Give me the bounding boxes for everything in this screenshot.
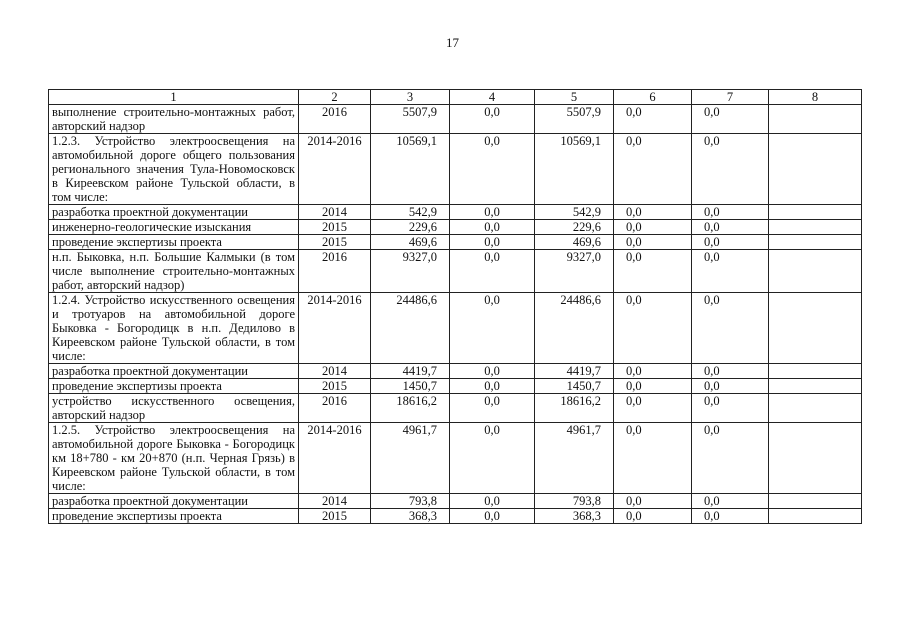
note-cell xyxy=(769,235,862,250)
period-cell: 2014-2016 xyxy=(299,293,371,364)
table-row xyxy=(49,293,862,364)
item-description-cell: разработка проектной документации xyxy=(49,494,299,509)
period-cell: 2014 xyxy=(299,205,371,220)
total-amount-cell: 469,6 xyxy=(371,235,450,250)
table-row xyxy=(49,379,862,394)
column-header: 6 xyxy=(614,90,692,105)
regional-budget-cell: 24486,6 xyxy=(535,293,614,364)
extra-budgetary-cell: 0,0 xyxy=(692,423,769,494)
table-header-row xyxy=(49,90,862,105)
period-cell: 2015 xyxy=(299,235,371,250)
note-cell xyxy=(769,250,862,293)
item-description-cell: н.п. Быковка, н.п. Большие Калмыки (в том числе выполнение строительно-монтажных работ, авторский надзор) xyxy=(49,250,299,293)
federal-budget-cell: 0,0 xyxy=(450,220,535,235)
regional-budget-cell: 18616,2 xyxy=(535,394,614,423)
regional-budget-cell: 542,9 xyxy=(535,205,614,220)
municipal-budget-cell: 0,0 xyxy=(614,205,692,220)
table-row xyxy=(49,105,862,134)
municipal-budget-cell: 0,0 xyxy=(614,394,692,423)
regional-budget-cell: 469,6 xyxy=(535,235,614,250)
total-amount-cell: 24486,6 xyxy=(371,293,450,364)
extra-budgetary-cell: 0,0 xyxy=(692,105,769,134)
item-description-cell: разработка проектной документации xyxy=(49,205,299,220)
column-header: 1 xyxy=(49,90,299,105)
municipal-budget-cell: 0,0 xyxy=(614,250,692,293)
total-amount-cell: 542,9 xyxy=(371,205,450,220)
note-cell xyxy=(769,134,862,205)
federal-budget-cell: 0,0 xyxy=(450,105,535,134)
municipal-budget-cell: 0,0 xyxy=(614,364,692,379)
period-cell: 2014 xyxy=(299,364,371,379)
period-cell: 2015 xyxy=(299,220,371,235)
extra-budgetary-cell: 0,0 xyxy=(692,250,769,293)
federal-budget-cell: 0,0 xyxy=(450,364,535,379)
extra-budgetary-cell: 0,0 xyxy=(692,293,769,364)
column-header: 4 xyxy=(450,90,535,105)
item-description-cell: проведение экспертизы проекта xyxy=(49,379,299,394)
table-row xyxy=(49,509,862,524)
note-cell xyxy=(769,205,862,220)
column-header: 5 xyxy=(535,90,614,105)
period-cell: 2014-2016 xyxy=(299,423,371,494)
total-amount-cell: 18616,2 xyxy=(371,394,450,423)
table-row xyxy=(49,250,862,293)
item-description-cell: выполнение строительно-монтажных работ, авторский надзор xyxy=(49,105,299,134)
federal-budget-cell: 0,0 xyxy=(450,423,535,494)
total-amount-cell: 4419,7 xyxy=(371,364,450,379)
municipal-budget-cell: 0,0 xyxy=(614,423,692,494)
federal-budget-cell: 0,0 xyxy=(450,509,535,524)
federal-budget-cell: 0,0 xyxy=(450,293,535,364)
extra-budgetary-cell: 0,0 xyxy=(692,394,769,423)
note-cell xyxy=(769,509,862,524)
period-cell: 2016 xyxy=(299,394,371,423)
federal-budget-cell: 0,0 xyxy=(450,235,535,250)
extra-budgetary-cell: 0,0 xyxy=(692,494,769,509)
item-description-cell: разработка проектной документации xyxy=(49,364,299,379)
table-row xyxy=(49,494,862,509)
federal-budget-cell: 0,0 xyxy=(450,134,535,205)
item-description-cell: 1.2.3. Устройство электроосвещения на автомобильной дороге общего пользования регионального значения Тула-Новомосковск в Киреевском районе Тульской области, в том числе: xyxy=(49,134,299,205)
item-description-cell: проведение экспертизы проекта xyxy=(49,509,299,524)
municipal-budget-cell: 0,0 xyxy=(614,293,692,364)
total-amount-cell: 9327,0 xyxy=(371,250,450,293)
municipal-budget-cell: 0,0 xyxy=(614,379,692,394)
note-cell xyxy=(769,423,862,494)
federal-budget-cell: 0,0 xyxy=(450,394,535,423)
municipal-budget-cell: 0,0 xyxy=(614,235,692,250)
period-cell: 2014-2016 xyxy=(299,134,371,205)
note-cell xyxy=(769,364,862,379)
budget-table xyxy=(48,89,862,524)
period-cell: 2016 xyxy=(299,250,371,293)
period-cell: 2016 xyxy=(299,105,371,134)
extra-budgetary-cell: 0,0 xyxy=(692,134,769,205)
extra-budgetary-cell: 0,0 xyxy=(692,509,769,524)
total-amount-cell: 1450,7 xyxy=(371,379,450,394)
item-description-cell: проведение экспертизы проекта xyxy=(49,235,299,250)
total-amount-cell: 368,3 xyxy=(371,509,450,524)
item-description-cell: инженерно-геологические изыскания xyxy=(49,220,299,235)
column-header: 7 xyxy=(692,90,769,105)
item-description-cell: устройство искусственного освещения, авторский надзор xyxy=(49,394,299,423)
table-row xyxy=(49,134,862,205)
page-number: 17 xyxy=(446,35,459,50)
federal-budget-cell: 0,0 xyxy=(450,250,535,293)
item-description-cell: 1.2.4. Устройство искусственного освещения и тротуаров на автомобильной дороге Быковка - Богородицк в н.п. Дедилово в Киреевском районе Тульской области, в том числе: xyxy=(49,293,299,364)
period-cell: 2015 xyxy=(299,379,371,394)
municipal-budget-cell: 0,0 xyxy=(614,134,692,205)
column-header: 2 xyxy=(299,90,371,105)
extra-budgetary-cell: 0,0 xyxy=(692,379,769,394)
extra-budgetary-cell: 0,0 xyxy=(692,205,769,220)
regional-budget-cell: 4419,7 xyxy=(535,364,614,379)
total-amount-cell: 10569,1 xyxy=(371,134,450,205)
note-cell xyxy=(769,394,862,423)
municipal-budget-cell: 0,0 xyxy=(614,494,692,509)
municipal-budget-cell: 0,0 xyxy=(614,509,692,524)
regional-budget-cell: 5507,9 xyxy=(535,105,614,134)
note-cell xyxy=(769,105,862,134)
regional-budget-cell: 368,3 xyxy=(535,509,614,524)
note-cell xyxy=(769,379,862,394)
note-cell xyxy=(769,293,862,364)
total-amount-cell: 4961,7 xyxy=(371,423,450,494)
regional-budget-cell: 793,8 xyxy=(535,494,614,509)
note-cell xyxy=(769,494,862,509)
period-cell: 2014 xyxy=(299,494,371,509)
municipal-budget-cell: 0,0 xyxy=(614,220,692,235)
column-header: 3 xyxy=(371,90,450,105)
table-row xyxy=(49,364,862,379)
federal-budget-cell: 0,0 xyxy=(450,494,535,509)
regional-budget-cell: 4961,7 xyxy=(535,423,614,494)
extra-budgetary-cell: 0,0 xyxy=(692,235,769,250)
regional-budget-cell: 9327,0 xyxy=(535,250,614,293)
regional-budget-cell: 10569,1 xyxy=(535,134,614,205)
regional-budget-cell: 1450,7 xyxy=(535,379,614,394)
table-body xyxy=(49,90,862,524)
period-cell: 2015 xyxy=(299,509,371,524)
extra-budgetary-cell: 0,0 xyxy=(692,364,769,379)
municipal-budget-cell: 0,0 xyxy=(614,105,692,134)
table-row xyxy=(49,235,862,250)
federal-budget-cell: 0,0 xyxy=(450,205,535,220)
federal-budget-cell: 0,0 xyxy=(450,379,535,394)
regional-budget-cell: 229,6 xyxy=(535,220,614,235)
table-row xyxy=(49,220,862,235)
note-cell xyxy=(769,220,862,235)
table-row xyxy=(49,423,862,494)
table-row xyxy=(49,205,862,220)
column-header: 8 xyxy=(769,90,862,105)
total-amount-cell: 5507,9 xyxy=(371,105,450,134)
total-amount-cell: 793,8 xyxy=(371,494,450,509)
item-description-cell: 1.2.5. Устройство электроосвещения на автомобильной дороге Быковка - Богородицк км 18+780 - км 20+870 (н.п. Черная Грязь) в Киреевском районе Тульской области, в том числе: xyxy=(49,423,299,494)
total-amount-cell: 229,6 xyxy=(371,220,450,235)
table-row xyxy=(49,394,862,423)
extra-budgetary-cell: 0,0 xyxy=(692,220,769,235)
